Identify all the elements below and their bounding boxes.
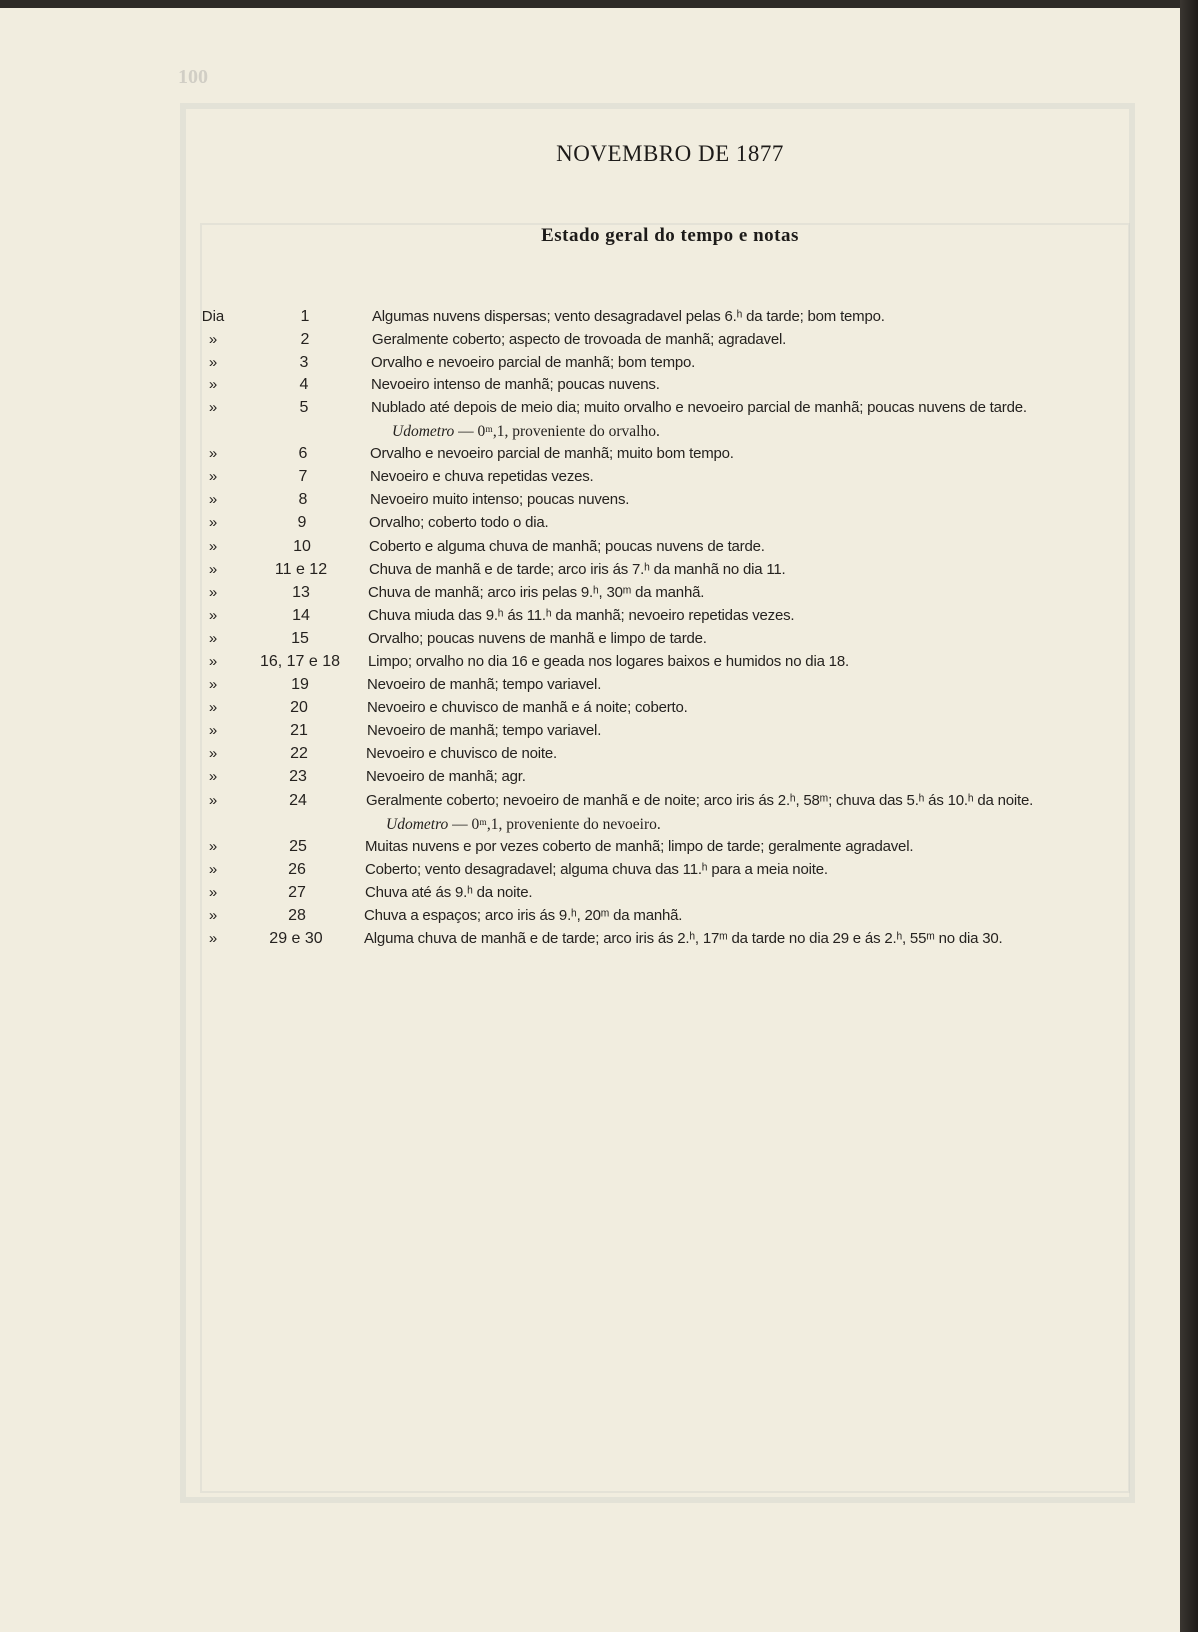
- weather-note: Geralmente coberto; nevoeiro de manhã e de noite; arco iris ás 2.ʰ, 58ᵐ; chuva das 5.ʰ ás 10.ʰ da noite.: [366, 792, 1034, 809]
- day-label: Dia: [201, 308, 225, 325]
- table-row: [0, 745, 1180, 767]
- day-number: 3: [299, 354, 309, 371]
- weather-note: Nevoeiro muito intenso; poucas nuvens.: [370, 491, 630, 508]
- day-number: 5: [299, 399, 309, 416]
- weather-note: Coberto e alguma chuva de manhã; poucas nuvens de tarde.: [369, 538, 765, 555]
- weather-notes-list: [0, 8, 1180, 1632]
- day-number: 23: [289, 768, 307, 785]
- ditto-mark: »: [208, 907, 218, 924]
- weather-note: Chuva a espaços; arco iris ás 9.ʰ, 20ᵐ da manhã.: [364, 907, 683, 924]
- weather-note: Orvalho e nevoeiro parcial de manhã; muito bom tempo.: [370, 445, 734, 462]
- table-row: [0, 538, 1180, 560]
- ditto-mark: »: [208, 861, 218, 878]
- day-number: 13: [292, 584, 310, 601]
- weather-note: Nevoeiro e chuva repetidas vezes.: [370, 468, 594, 485]
- weather-note: Coberto; vento desagradavel; alguma chuva das 11.ʰ para a meia noite.: [365, 861, 828, 878]
- day-number: 15: [291, 630, 309, 647]
- weather-note: Chuva miuda das 9.ʰ ás 11.ʰ da manhã; nevoeiro repetidas vezes.: [368, 607, 795, 624]
- table-row: [0, 491, 1180, 513]
- ditto-mark: »: [208, 607, 218, 624]
- table-row: [0, 699, 1180, 721]
- day-number: 1: [300, 308, 310, 325]
- day-number: 21: [290, 722, 308, 739]
- ditto-mark: »: [208, 491, 218, 508]
- udometer-note: [386, 816, 661, 834]
- day-number: 7: [298, 468, 308, 485]
- ditto-mark: »: [208, 354, 218, 371]
- ditto-mark: »: [208, 514, 218, 531]
- day-number: 8: [298, 491, 308, 508]
- ditto-mark: »: [208, 445, 218, 462]
- table-row: [0, 445, 1180, 467]
- weather-note: Nevoeiro e chuvisco de manhã e á noite; coberto.: [367, 699, 688, 716]
- day-number: 27: [288, 884, 306, 901]
- weather-note: Chuva de manhã; arco iris pelas 9.ʰ, 30ᵐ da manhã.: [368, 584, 705, 601]
- table-row: [0, 792, 1180, 814]
- weather-note: Nevoeiro e chuvisco de noite.: [366, 745, 557, 762]
- ditto-mark: »: [208, 676, 218, 693]
- table-row: [0, 884, 1180, 906]
- day-number: 20: [290, 699, 308, 716]
- ditto-mark: »: [208, 561, 218, 578]
- day-number: 24: [289, 792, 307, 809]
- table-row: [0, 354, 1180, 376]
- ditto-mark: »: [208, 584, 218, 601]
- weather-note: Orvalho e nevoeiro parcial de manhã; bom tempo.: [371, 354, 696, 371]
- day-number: 22: [290, 745, 308, 762]
- table-row: [0, 630, 1180, 652]
- weather-note: Geralmente coberto; aspecto de trovoada de manhã; agradavel.: [372, 331, 787, 348]
- udometer-label: Udometro: [386, 816, 449, 833]
- ditto-mark: »: [208, 930, 218, 947]
- weather-note: Nevoeiro de manhã; tempo variavel.: [367, 722, 602, 739]
- ditto-mark: »: [208, 468, 218, 485]
- document-page: [0, 8, 1181, 1632]
- ditto-mark: »: [208, 792, 218, 809]
- table-row: [0, 722, 1180, 744]
- bleed-through-page-number: 100: [178, 66, 208, 88]
- table-row: [0, 838, 1180, 860]
- table-row: [0, 584, 1180, 606]
- weather-note: Nevoeiro de manhã; tempo variavel.: [367, 676, 602, 693]
- day-number: 26: [288, 861, 306, 878]
- day-number: 19: [291, 676, 309, 693]
- table-row: [0, 653, 1180, 675]
- book-spine: [1180, 0, 1198, 1632]
- day-number: 25: [289, 838, 307, 855]
- day-number: 2: [300, 331, 310, 348]
- weather-note: Algumas nuvens dispersas; vento desagradavel pelas 6.ʰ da tarde; bom tempo.: [372, 308, 885, 325]
- weather-note: Limpo; orvalho no dia 16 e geada nos logares baixos e humidos no dia 18.: [368, 653, 849, 670]
- day-number: 10: [293, 538, 311, 555]
- ditto-mark: »: [208, 331, 218, 348]
- ditto-mark: »: [208, 653, 218, 670]
- day-number: 9: [297, 514, 307, 531]
- udometer-label: Udometro: [392, 423, 455, 440]
- udometer-value: — 0ᵐ,1, proveniente do orvalho.: [454, 423, 660, 440]
- ditto-mark: »: [208, 699, 218, 716]
- table-row: [0, 331, 1180, 353]
- day-number: 6: [298, 445, 308, 462]
- table-row: [0, 768, 1180, 790]
- weather-note: Orvalho; coberto todo o dia.: [369, 514, 549, 531]
- ditto-mark: »: [208, 376, 218, 393]
- ditto-mark: »: [208, 884, 218, 901]
- day-number: 16, 17 e 18: [259, 653, 341, 670]
- day-number: 29 e 30: [269, 930, 323, 947]
- table-row: [0, 861, 1180, 883]
- udometer-note: [392, 423, 660, 441]
- weather-note: Muitas nuvens e por vezes coberto de manhã; limpo de tarde; geralmente agradavel.: [365, 838, 914, 855]
- weather-note: Alguma chuva de manhã e de tarde; arco iris ás 2.ʰ, 17ᵐ da tarde no dia 29 e ás 2.ʰ, 55ᵐ no dia 30.: [364, 930, 1003, 947]
- ditto-mark: »: [208, 745, 218, 762]
- table-row: [0, 676, 1180, 698]
- table-row: [0, 607, 1180, 629]
- ditto-mark: »: [208, 630, 218, 647]
- table-row: [0, 930, 1180, 952]
- weather-note: Orvalho; poucas nuvens de manhã e limpo de tarde.: [368, 630, 707, 647]
- udometer-value: — 0ᵐ,1, proveniente do nevoeiro.: [448, 816, 661, 833]
- day-number: 4: [299, 376, 309, 393]
- table-row: [0, 561, 1180, 583]
- ditto-mark: »: [208, 538, 218, 555]
- table-row: [0, 308, 1180, 330]
- weather-note: Nevoeiro de manhã; agr.: [366, 768, 526, 785]
- day-number: 11 e 12: [274, 561, 328, 578]
- ditto-mark: »: [208, 838, 218, 855]
- section-subtitle: Estado geral do tempo e notas: [541, 225, 799, 246]
- table-row: [0, 514, 1180, 536]
- weather-note: Nevoeiro intenso de manhã; poucas nuvens.: [371, 376, 660, 393]
- weather-note: Nublado até depois de meio dia; muito orvalho e nevoeiro parcial de manhã; poucas nuvens de tarde.: [371, 399, 1027, 416]
- page-title: NOVEMBRO DE 1877: [556, 141, 784, 166]
- table-row: [0, 907, 1180, 929]
- table-row: [0, 468, 1180, 490]
- day-number: 14: [292, 607, 310, 624]
- weather-note: Chuva de manhã e de tarde; arco iris ás 7.ʰ da manhã no dia 11.: [369, 561, 786, 578]
- table-row: [0, 399, 1180, 421]
- weather-note: Chuva até ás 9.ʰ da noite.: [365, 884, 533, 901]
- ditto-mark: »: [208, 768, 218, 785]
- ditto-mark: »: [208, 722, 218, 739]
- table-row: [0, 376, 1180, 398]
- day-number: 28: [288, 907, 306, 924]
- ditto-mark: »: [208, 399, 218, 416]
